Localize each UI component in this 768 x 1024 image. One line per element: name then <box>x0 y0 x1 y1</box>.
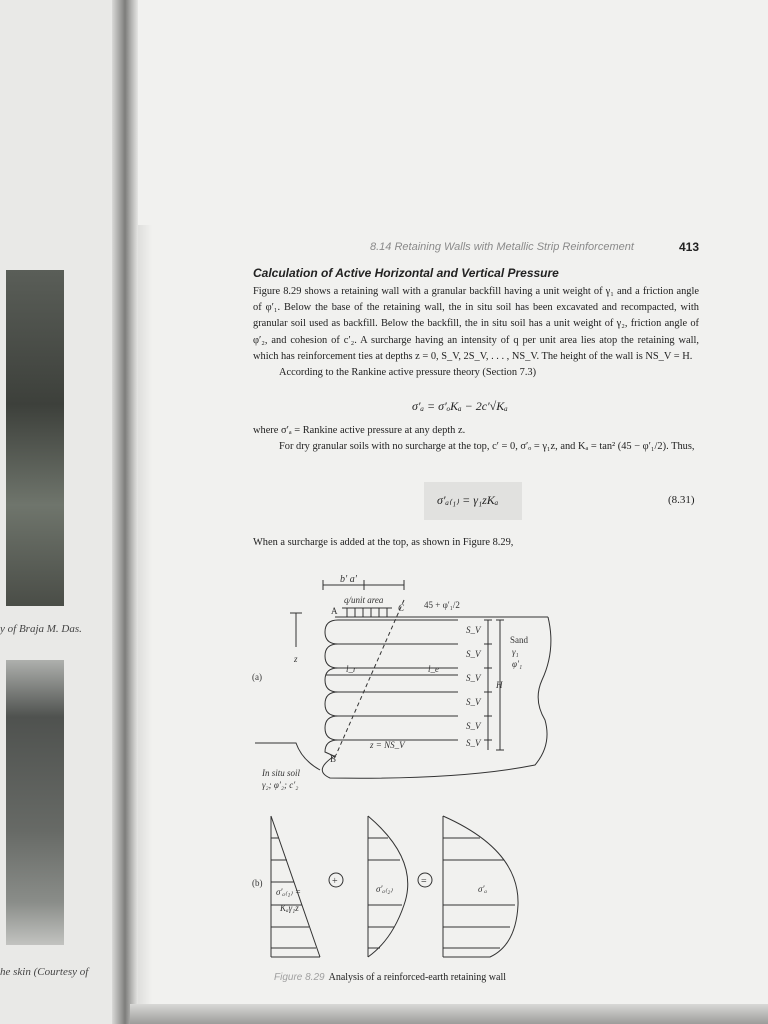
reinforcement-ties <box>338 620 458 740</box>
running-header: 8.14 Retaining Walls with Metallic Strip Reinforcement <box>370 241 634 253</box>
left-caption-bottom: he skin (Courtesy of <box>0 966 89 978</box>
sv-label-4: S_V <box>466 697 481 707</box>
sv-label-6: S_V <box>466 738 481 748</box>
equation-rankine: σ′ₐ = σ′ₒKₐ − 2c′√Kₐ <box>412 399 508 413</box>
paragraph-5: When a surcharge is added at the top, as shown in Figure 8.29, <box>253 537 514 548</box>
insitu-label: In situ soil <box>262 768 301 778</box>
depth-label: z <box>294 654 298 664</box>
diagram3-label: σ′ₐ <box>478 884 488 894</box>
sv-label-2: S_V <box>466 649 481 659</box>
lr-label: l_r <box>346 664 357 674</box>
diagram2-label: σ′ₐ₍₂₎ <box>376 884 393 894</box>
paragraph-3: where σ′ₐ = Rankine active pressure at any depth z. <box>253 425 466 436</box>
page-number: 413 <box>679 240 700 254</box>
le-label: l_e <box>428 664 439 674</box>
part-b-tag: (b) <box>252 878 263 888</box>
figure-caption-text: Analysis of a reinforced-earth retaining wall <box>328 972 507 983</box>
dim-label: b′ a′ <box>340 574 357 585</box>
point-c: C <box>398 603 405 613</box>
equation-8-31: σ′ₐ₍₁₎ = γ₁zKₐ <box>437 493 499 507</box>
equation-number: (8.31) <box>668 494 695 506</box>
figure-caption <box>274 972 506 983</box>
left-caption-top: y of Braja M. Das. <box>0 623 82 635</box>
diagram1-kyz: Kₐγ₁z <box>280 903 299 913</box>
figure-label: Figure 8.29 <box>274 972 325 983</box>
plus-sign: + <box>332 876 338 887</box>
point-a: A <box>331 606 338 616</box>
paragraph-1: Figure 8.29 shows a retaining wall with a granular backfill having a unit weight of γ₁ and a friction angle of φ′₁. Below the base of the retaining wall, the in situ soil has been excavated and recompacted, with granular soil used as backfill. Below the backfill, the in situ soil has a unit weight of γ₂, friction angle of φ′₂, and cohesion of c′₂. A surcharge having an intensity of q per unit area lies atop the retaining wall, which has reinforcement ties at depths z = 0, S_V, 2S_V, . . . , NS_V. The height of the wall is NS_V = H. <box>253 286 699 362</box>
insitu-props-label: γ₂; φ′₂; c′₂ <box>262 780 299 790</box>
surcharge-label: q/unit area <box>344 595 384 605</box>
gamma1-label: γ₁ <box>512 647 519 657</box>
sv-label-3: S_V <box>466 673 481 683</box>
failure-plane <box>336 600 404 755</box>
part-a-tag: (a) <box>252 672 262 682</box>
z-nsv-label: z = NS_V <box>370 740 405 750</box>
phi1-label: φ′₁ <box>512 659 523 669</box>
surcharge-arrows <box>347 608 387 617</box>
angle-label: 45 + φ′₁/2 <box>424 600 460 610</box>
sv-label-1: S_V <box>466 625 481 635</box>
point-b: B <box>330 754 337 764</box>
diagram1-label: σ′ₐ₍₁₎ = <box>276 887 301 897</box>
section-heading: Calculation of Active Horizontal and Vertical Pressure <box>253 266 559 280</box>
insitu-ground <box>255 743 320 770</box>
paragraph-2: According to the Rankine active pressure theory (Section 7.3) <box>279 367 537 379</box>
equals-sign: = <box>421 876 427 887</box>
sv-label-5: S_V <box>466 721 481 731</box>
sand-label: Sand <box>510 635 528 645</box>
h-label: H <box>496 680 503 690</box>
paragraph-4: For dry granular soils with no surcharge at the top, c′ = 0, σ′ₒ = γ₁z, and Kₐ = tan² (45 − φ′₁/2). Thus, <box>279 441 695 453</box>
wall-facing <box>325 620 338 757</box>
